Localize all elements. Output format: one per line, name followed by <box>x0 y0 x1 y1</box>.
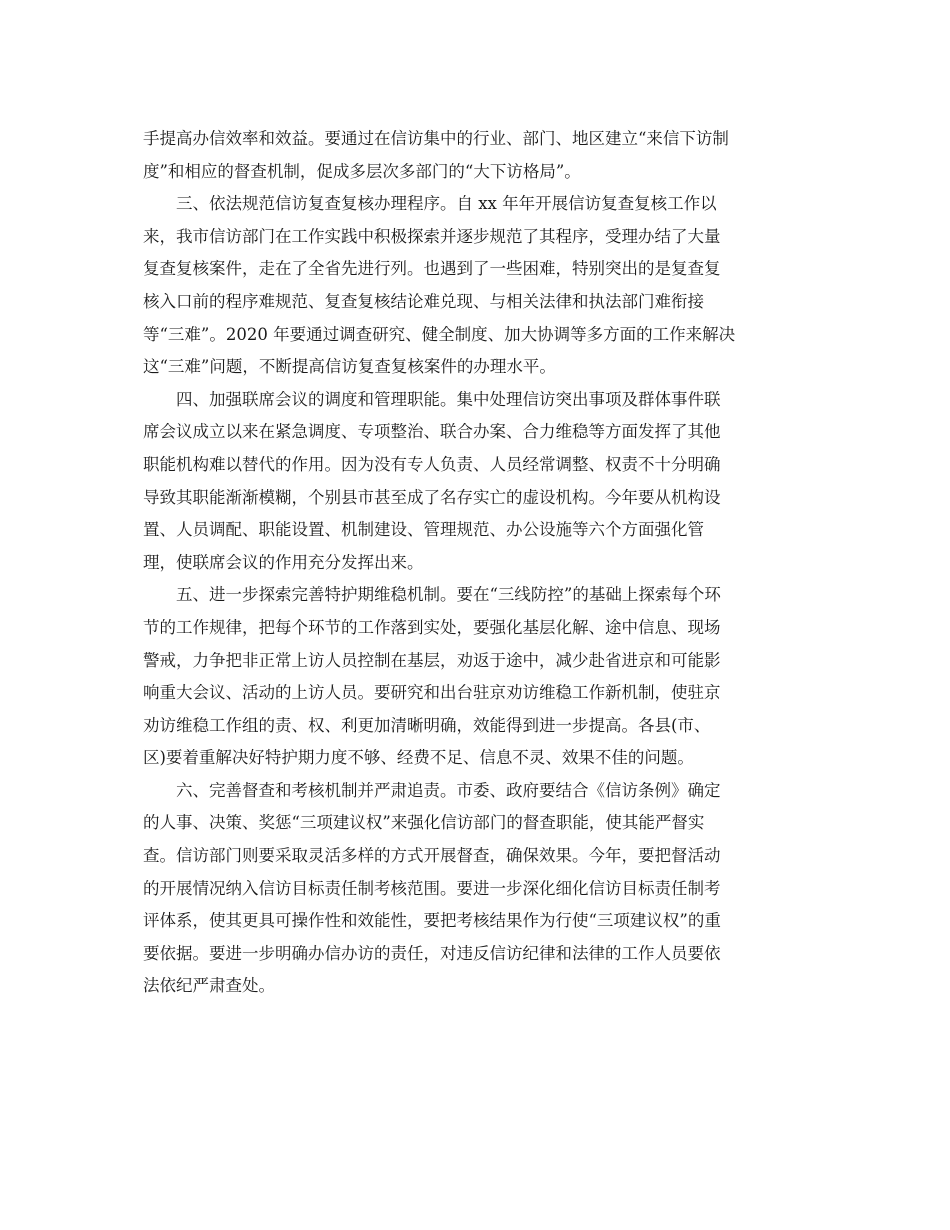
text-line: 节的工作规律，把每个环节的工作落到实处，要强化基层化解、途中信息、现场 <box>143 617 721 637</box>
text-line: 席会议成立以来在紧急调度、专项整治、联合办案、合力维稳等方面发挥了其他 <box>143 422 721 442</box>
paragraph-first-line: 六、完善督查和考核机制并严肃追责。市委、政府要结合《信访条例》确定 <box>176 780 721 800</box>
text-line: 法依纪严肃查处。 <box>143 976 275 996</box>
text-line: 要依据。要进一步明确办信办访的责任，对违反信访纪律和法律的工作人员要依 <box>143 943 721 963</box>
text-line: 职能机构难以替代的作用。因为没有专人负责、人员经常调整、权责不十分明确 <box>143 454 721 474</box>
text-line: 来，我市信访部门在工作实践中积极探索并逐步规范了其程序，受理办结了大量 <box>143 226 721 246</box>
text-line: 区)要着重解决好特护期力度不够、经费不足、信息不灵、效果不佳的问题。 <box>143 748 694 768</box>
text-line: 评体系，使其更具可操作性和效能性，要把考核结果作为行使“三项建议权”的重 <box>143 911 721 931</box>
text-line: 的人事、决策、奖惩“三项建议权”来强化信访部门的督查职能，使其能严督实 <box>143 813 705 833</box>
text-line: 复查复核案件，走在了全省先进行列。也遇到了一些困难，特别突出的是复查复 <box>143 259 721 279</box>
document-body <box>143 123 810 1003</box>
paragraph-first-line: 三、依法规范信访复查复核办理程序。自 xx 年年开展信访复查复核工作以 <box>176 194 717 214</box>
text-line: 警戒，力争把非正常上访人员控制在基层，劝返于途中，减少赴省进京和可能影 <box>143 650 721 670</box>
text-line: 查。信访部门则要采取灵活多样的方式开展督查，确保效果。今年，要把督活动 <box>143 846 721 866</box>
text-line: 置、人员调配、职能设置、机制建设、管理规范、办公设施等六个方面强化管 <box>143 520 704 540</box>
text-line: 劝访维稳工作组的责、权、利更加清晰明确，效能得到进一步提高。各县(市、 <box>143 715 711 735</box>
text-line: 这“三难”问题，不断提高信访复查复核案件的办理水平。 <box>143 357 556 377</box>
text-line: 度”和相应的督查机制，促成多层次多部门的“大下访格局”。 <box>143 161 581 181</box>
paragraph-first-line: 五、进一步探索完善特护期维稳机制。要在“三线防控”的基础上探索每个环 <box>176 585 721 605</box>
text-line: 导致其职能渐渐模糊，个别县市甚至成了名存实亡的虚设机构。今年要从机构设 <box>143 487 721 507</box>
paragraph-first-line: 四、加强联席会议的调度和管理职能。集中处理信访突出事项及群体事件联 <box>176 389 721 409</box>
text-line: 核入口前的程序难规范、复查复核结论难兑现、与相关法律和执法部门难衔接 <box>143 291 704 311</box>
text-line: 等“三难”。2020 年要通过调查研究、健全制度、加大协调等多方面的工作来解决 <box>143 324 736 344</box>
text-line: 响重大会议、活动的上访人员。要研究和出台驻京劝访维稳工作新机制，使驻京 <box>143 683 721 703</box>
text-line: 的开展情况纳入信访目标责任制考核范围。要进一步深化细化信访目标责任制考 <box>143 878 721 898</box>
text-line: 手提高办信效率和效益。要通过在信访集中的行业、部门、地区建立“来信下访制 <box>143 129 729 148</box>
text-line: 理，使联席会议的作用充分发挥出来。 <box>143 552 424 572</box>
